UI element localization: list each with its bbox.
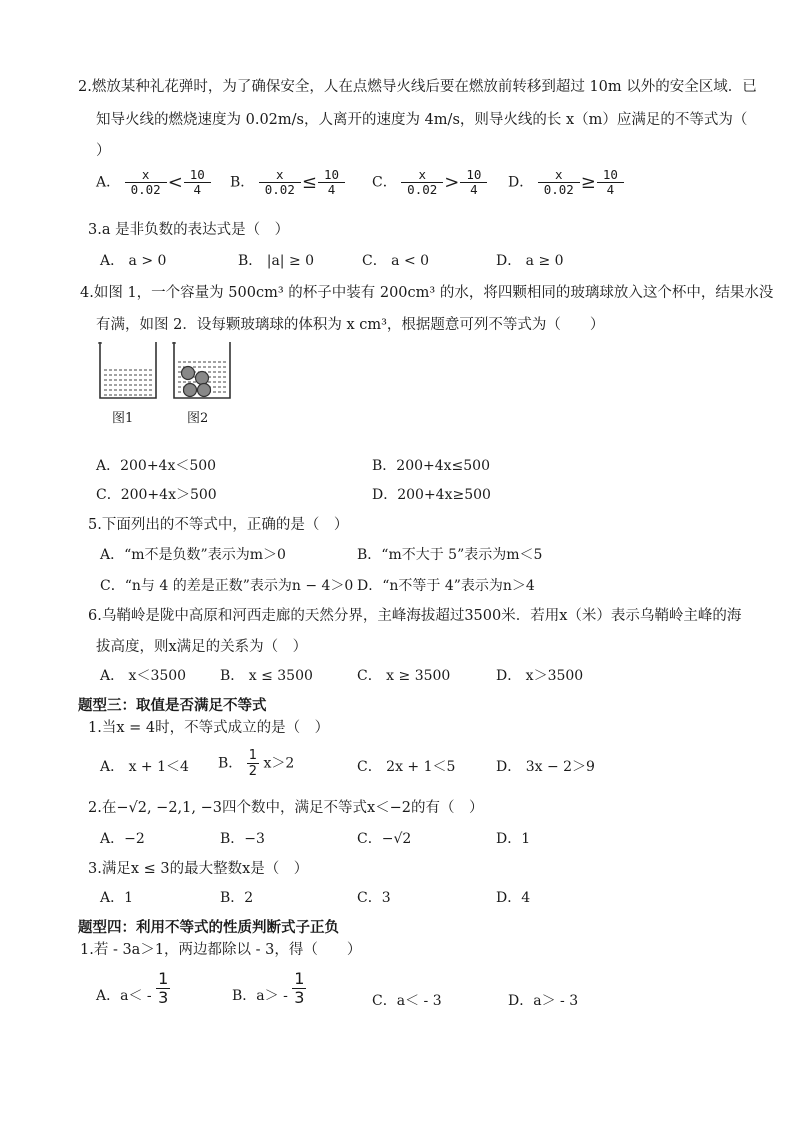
- question-5-option-a[interactable]: A．“m不是负数”表示为m＞0: [100, 547, 286, 563]
- figure-1-caption: 图1: [112, 411, 134, 426]
- question-5-stem: 5.下面列出的不等式中，正确的是（ ）: [88, 517, 349, 533]
- question-2-option-d[interactable]: D． $\frac{x}{0.02}$ ≥ $\frac{10}{4}$: [508, 168, 624, 197]
- question-3-stem: 3.a 是非负数的表达式是（ ）: [88, 222, 290, 238]
- fraction-right: $\frac{10}{4}$: [597, 168, 624, 197]
- section-3-q3-stem: 3.满足x ≤ 3的最大整数x是（ ）: [88, 861, 309, 877]
- question-6-option-d[interactable]: D． x＞3500: [496, 668, 584, 684]
- section-3-q1-stem: 1.当x = 4时，不等式成立的是（ ）: [88, 720, 330, 736]
- section-3-q3-option-c[interactable]: C．3: [357, 890, 391, 906]
- beaker-2-icon: [172, 342, 230, 398]
- beaker-1-icon: [98, 342, 156, 398]
- fraction-one-third: $\frac{1}{3}$: [294, 969, 305, 1007]
- section-3-q2-option-b[interactable]: B．−3: [220, 831, 265, 847]
- section-3-q2-option-c[interactable]: C．−√2: [357, 831, 412, 847]
- question-4-option-b[interactable]: B．200+4x≤500: [372, 458, 490, 474]
- fraction-right: $\frac{10}{4}$: [460, 168, 487, 197]
- question-2-option-b[interactable]: B． $\frac{x}{0.02}$ ≤ $\frac{10}{4}$: [230, 168, 345, 197]
- section-3-q2-option-d[interactable]: D．1: [496, 831, 531, 847]
- question-2-line-1: 2.燃放某种礼花弹时，为了确保安全，人在点燃导火线后要在燃放前转移到超过 10m 以外的安全区域．已: [78, 79, 757, 95]
- section-3-title: 题型三：取值是否满足不等式: [78, 698, 267, 714]
- question-3-option-d[interactable]: D． a ≥ 0: [496, 253, 564, 269]
- question-4-option-d[interactable]: D．200+4x≥500: [372, 487, 491, 503]
- section-4-q1-option-b[interactable]: B．a＞ - $\frac{1}{3}$: [232, 969, 305, 1007]
- question-6-option-c[interactable]: C． x ≥ 3500: [357, 668, 451, 684]
- section-4-q1-option-c[interactable]: C．a＜ - 3: [372, 993, 442, 1009]
- fraction-left: $\frac{x}{0.02}$: [125, 168, 167, 197]
- fraction-left: $\frac{x}{0.02}$: [401, 168, 443, 197]
- question-3-option-a[interactable]: A． a > 0: [100, 253, 167, 269]
- section-4-title: 题型四：利用不等式的性质判断式子正负: [78, 920, 339, 936]
- figure-2-caption: 图2: [187, 411, 209, 426]
- section-3-q3-option-b[interactable]: B．2: [220, 890, 254, 906]
- question-6-line-2: 拔高度，则x满足的关系为（ ）: [96, 639, 308, 655]
- question-6-line-1: 6.乌鞘岭是陇中高原和河西走廊的天然分界，主峰海拔超过3500米．若用x（米）表示乌鞘岭主峰的海: [88, 608, 742, 624]
- section-4-q1-stem: 1.若 - 3a＞1，两边都除以 - 3，得（ ）: [80, 942, 362, 958]
- question-2-option-a[interactable]: A． $\frac{x}{0.02}$ < $\frac{10}{4}$: [96, 168, 211, 197]
- question-3-option-c[interactable]: C． a < 0: [362, 253, 430, 269]
- question-4-option-a[interactable]: A．200+4x＜500: [96, 458, 217, 474]
- fraction-one-half: $\frac{1}{2}$: [248, 748, 258, 779]
- section-3-q2-option-a[interactable]: A．−2: [100, 831, 145, 847]
- section-3-q2-stem: 2.在−√2, −2,1, −3四个数中，满足不等式x＜−2的有（ ）: [88, 800, 484, 816]
- section-3-q1-option-a[interactable]: A． x + 1＜4: [100, 759, 189, 775]
- question-4-line-1: 4.如图 1，一个容量为 500cm³ 的杯子中装有 200cm³ 的水，将四颗相同的玻璃球放入这个杯中，结果水没: [80, 285, 774, 301]
- question-2-line-3: ）: [96, 143, 111, 159]
- fraction-left: $\frac{x}{0.02}$: [259, 168, 301, 197]
- question-3-option-b[interactable]: B． |a| ≥ 0: [238, 253, 315, 269]
- section-3-q1-option-c[interactable]: C． 2x + 1＜5: [357, 759, 456, 775]
- fraction-left: $\frac{x}{0.02}$: [538, 168, 580, 197]
- question-4-option-c[interactable]: C．200+4x＞500: [96, 487, 217, 503]
- beaker-figures: [96, 340, 246, 402]
- question-5-option-c[interactable]: C．“n与 4 的差是正数”表示为n − 4＞0: [100, 578, 354, 594]
- section-4-q1-option-a[interactable]: A．a＜ - $\frac{1}{3}$: [96, 969, 169, 1007]
- section-3-q3-option-d[interactable]: D．4: [496, 890, 531, 906]
- question-6-option-a[interactable]: A． x＜3500: [100, 668, 187, 684]
- question-2-option-c[interactable]: C． $\frac{x}{0.02}$ > $\frac{10}{4}$: [372, 168, 487, 197]
- section-3-q1-option-b[interactable]: B． $\frac{1}{2}$ x＞2: [218, 748, 295, 779]
- question-5-option-b[interactable]: B．“m不大于 5”表示为m＜5: [357, 547, 543, 563]
- section-3-q1-option-d[interactable]: D． 3x − 2＞9: [496, 759, 595, 775]
- question-6-option-b[interactable]: B． x ≤ 3500: [220, 668, 313, 684]
- fraction-right: $\frac{10}{4}$: [318, 168, 345, 197]
- fraction-one-third: $\frac{1}{3}$: [158, 969, 169, 1007]
- question-2-line-2: 知导火线的燃烧速度为 0.02m/s，人离开的速度为 4m/s，则导火线的长 x（m）应满足的不等式为（: [96, 112, 748, 128]
- section-4-q1-option-d[interactable]: D．a＞ - 3: [508, 993, 579, 1009]
- question-5-option-d[interactable]: D．“n不等于 4”表示为n＞4: [357, 578, 535, 594]
- section-3-q3-option-a[interactable]: A．1: [100, 890, 134, 906]
- question-4-line-2: 有满，如图 2．设每颗玻璃球的体积为 x cm³，根据题意可列不等式为（ ）: [96, 317, 605, 333]
- fraction-right: $\frac{10}{4}$: [184, 168, 211, 197]
